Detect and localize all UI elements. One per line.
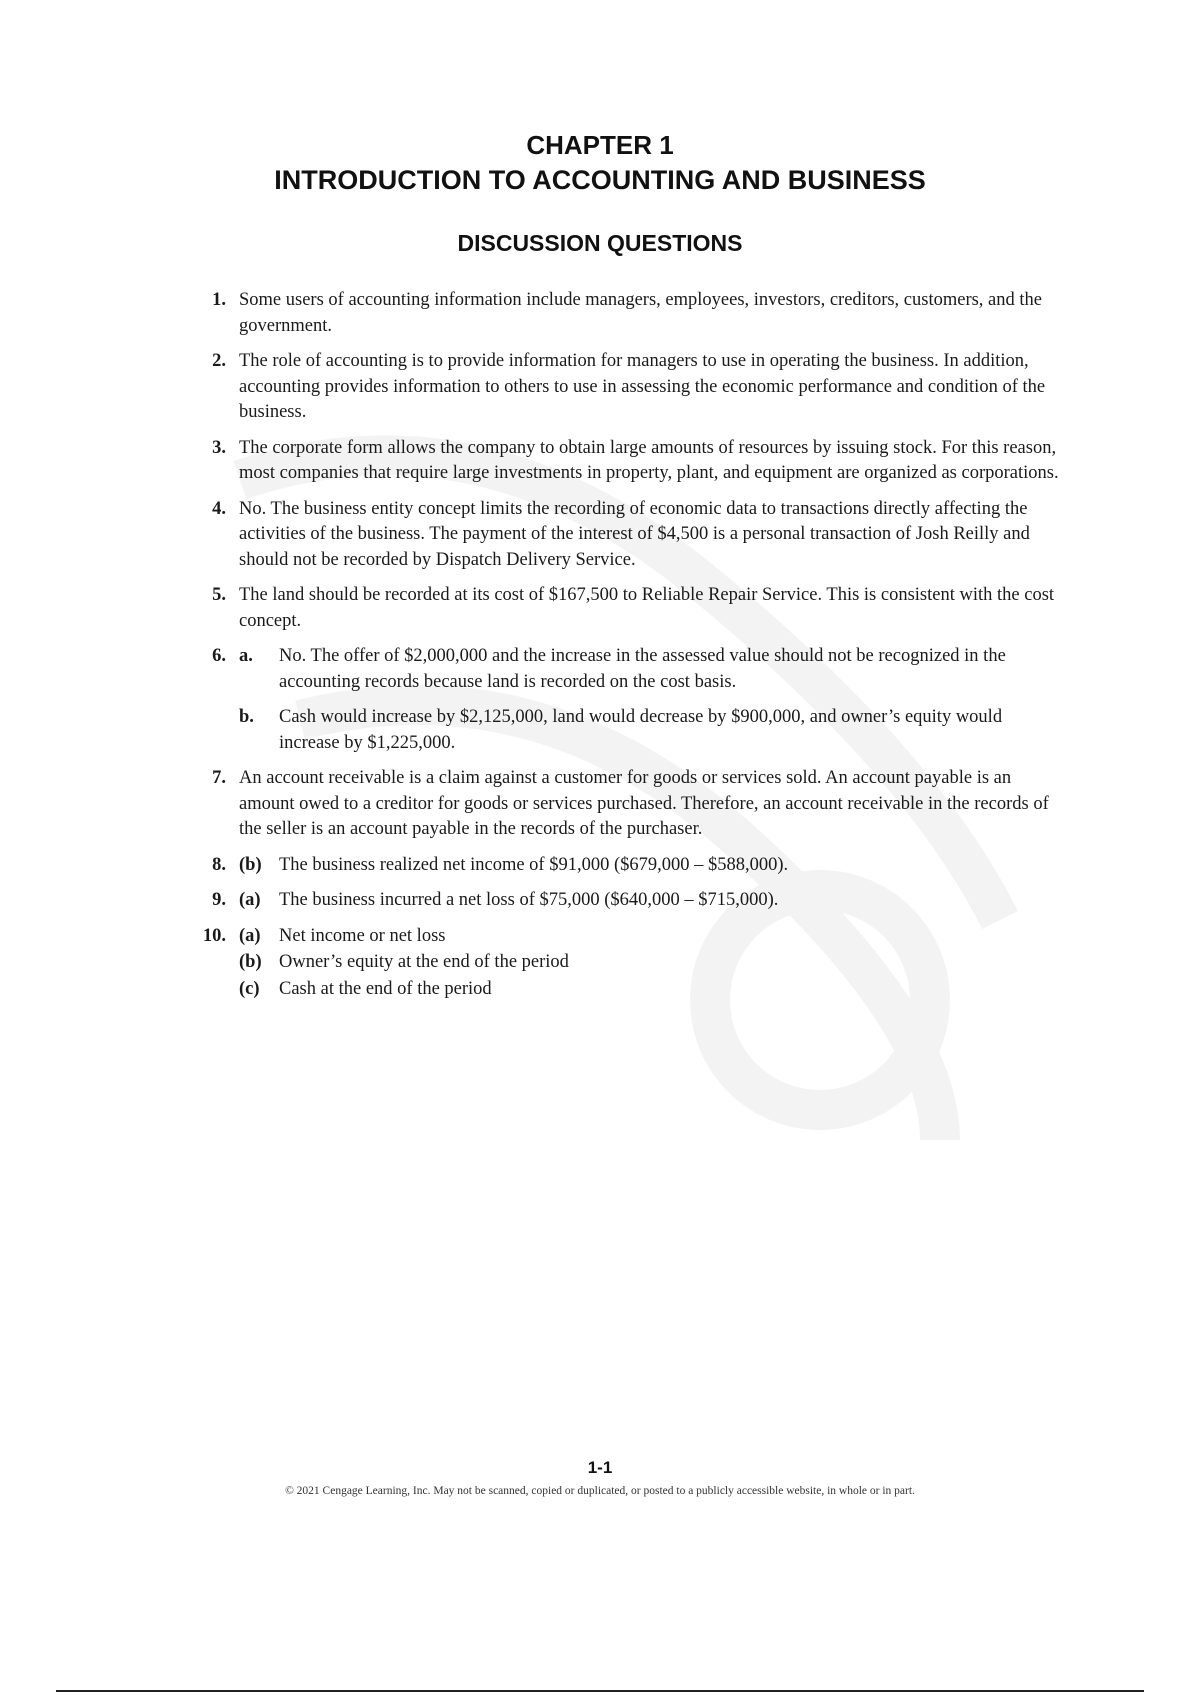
question-part-a <box>239 888 1066 914</box>
part-text: Owner’s equity at the end of the period <box>279 952 569 972</box>
question-9 <box>186 888 1066 914</box>
question-number: 6. <box>212 646 226 666</box>
question-part-a <box>239 644 1066 695</box>
part-text: Net income or net loss <box>279 925 446 946</box>
part-letter: (b) <box>239 854 262 875</box>
part-text: The business incurred a net loss of $75,000 ($640,000 – $715,000). <box>279 890 779 910</box>
question-number: 8. <box>212 854 226 875</box>
question-number: 1. <box>212 290 226 310</box>
question-1 <box>186 288 1066 339</box>
question-10 <box>186 924 1066 1003</box>
question-text: The land should be recorded at its cost of $167,500 to Reliable Repair Service. This is consistent with the cost concept. <box>239 585 1055 631</box>
part-letter: b. <box>239 707 254 727</box>
chapter-header <box>0 128 1200 198</box>
part-text: The business realized net income of $91,000 ($679,000 – $588,000). <box>279 854 789 875</box>
part-text: Cash would increase by $2,125,000, land would decrease by $900,000, and owner’s equity would increase by $1,225,000. <box>279 707 1003 753</box>
question-7 <box>186 766 1066 843</box>
part-text: Cash at the end of the period <box>279 978 492 999</box>
question-5 <box>186 583 1066 634</box>
question-number: 4. <box>212 498 226 519</box>
page-number: 1-1 <box>587 1458 613 1477</box>
question-8 <box>186 853 1066 879</box>
question-number: 3. <box>212 437 226 458</box>
question-text: The role of accounting is to provide information for managers to use in operating the business. In addition, accounting provides information to others to use in assessing the economic performance and condition of the business. <box>239 351 1046 422</box>
question-text: No. The business entity concept limits the recording of economic data to transactions directly affecting the activities of the business. The payment of the interest of $4,500 is a personal transaction of Josh Reilly and should not be recorded by Dispatch Delivery Service. <box>239 498 1030 570</box>
question-4 <box>186 497 1066 574</box>
question-part-b <box>239 950 1066 976</box>
part-letter: (b) <box>239 952 262 972</box>
bottom-divider <box>56 1690 1144 1692</box>
question-6 <box>186 644 1066 756</box>
question-2 <box>186 349 1066 426</box>
question-text: The corporate form allows the company to obtain large amounts of resources by issuing stock. For this reason, most companies that require large investments in property, plant, and equipment are organized as corporations. <box>239 437 1059 483</box>
question-part-c <box>239 977 1066 1003</box>
question-number: 9. <box>212 890 226 910</box>
question-3 <box>186 436 1066 487</box>
question-number: 10. <box>202 925 226 946</box>
question-part-b <box>239 705 1066 756</box>
copyright-notice: © 2021 Cengage Learning, Inc. May not be scanned, copied or duplicated, or posted to a publicly accessible website, in whole or in part. <box>285 1485 915 1497</box>
part-letter: (c) <box>239 978 260 999</box>
question-text: An account receivable is a claim against a customer for goods or services sold. An account payable is an amount owed to a creditor for goods or services purchased. Therefore, an account receivable in the records of the seller is an account payable in the records of the purchaser. <box>239 768 1049 839</box>
question-text: Some users of accounting information include managers, employees, investors, creditors, customers, and the government. <box>239 290 1042 336</box>
chapter-title: INTRODUCTION TO ACCOUNTING AND BUSINESS <box>274 165 926 195</box>
chapter-number: CHAPTER 1 <box>526 130 674 160</box>
part-letter: (a) <box>239 925 261 946</box>
question-number: 5. <box>212 585 226 605</box>
section-title: DISCUSSION QUESTIONS <box>457 230 743 256</box>
part-letter: a. <box>239 646 253 666</box>
discussion-questions-list <box>186 288 1066 1012</box>
question-number: 7. <box>212 768 226 788</box>
question-part-a <box>239 924 1066 950</box>
part-letter: (a) <box>239 890 261 910</box>
question-part-b <box>239 853 1066 879</box>
question-number: 2. <box>212 351 226 371</box>
part-text: No. The offer of $2,000,000 and the increase in the assessed value should not be recognized in the accounting records because land is recorded on the cost basis. <box>279 646 1006 692</box>
